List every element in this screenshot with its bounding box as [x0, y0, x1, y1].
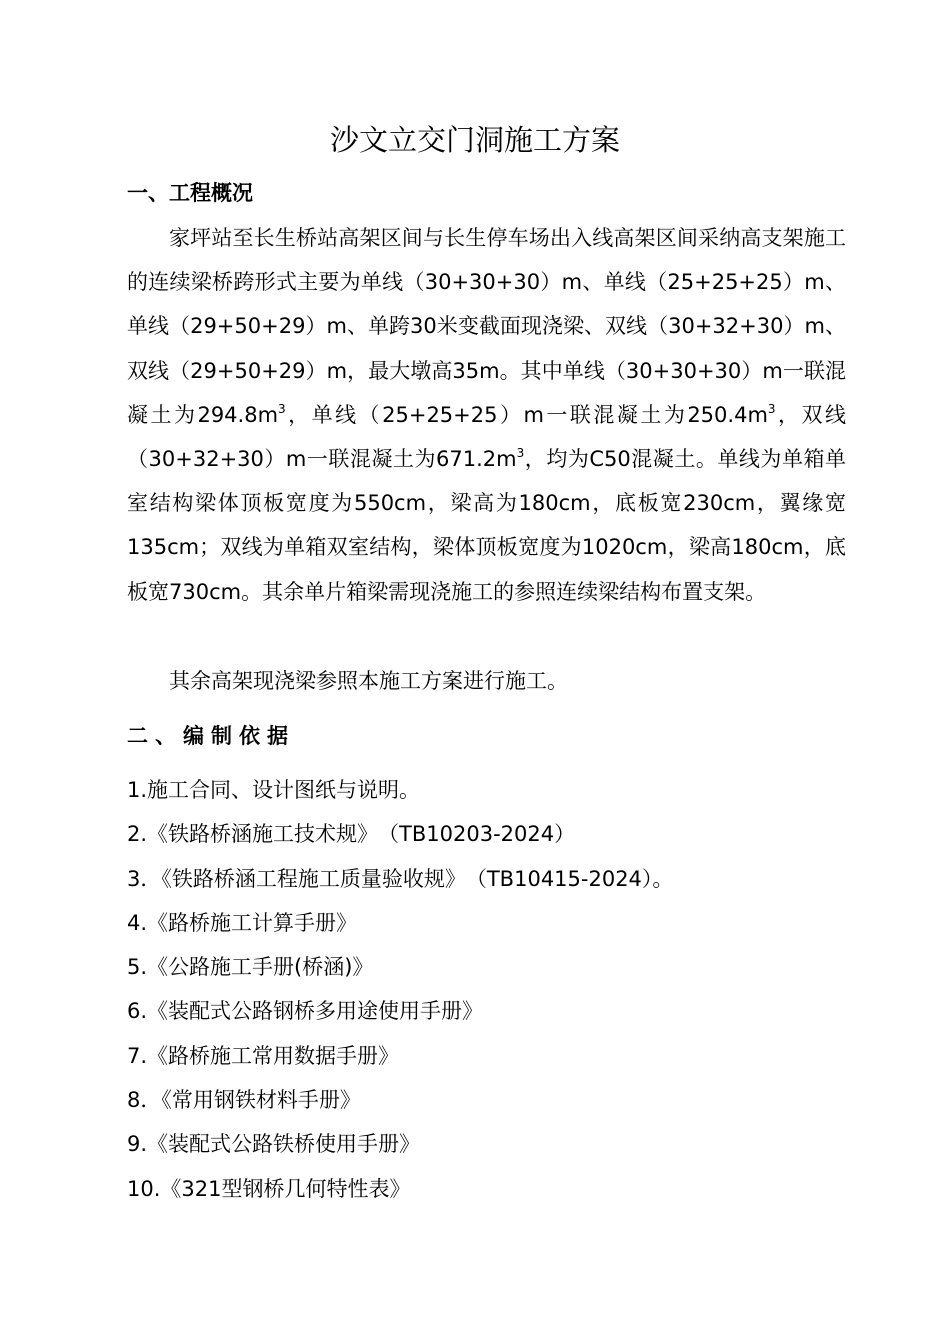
reference-item: 8．《常用钢铁材料手册》 [127, 1088, 361, 1113]
overview-paragraph [127, 216, 846, 614]
overview-text-part4: ，均为C50混凝土。单线为单箱单室结构梁体顶板宽度为550cm，梁高为180cm，底板宽230cm，翼缘宽135cm；双线为单箱双室结构，梁体顶板宽度为1020cm，梁高180cm，底板宽730cm。其余单片箱梁需现浇施工的参照连续梁结构布置支架。 [127, 447, 847, 604]
reference-item: 7.《路桥施工常用数据手册》 [127, 1043, 400, 1068]
reference-list [127, 768, 846, 1211]
overview-text-part1: 家坪站至长生桥站高架区间与长生停车场出入线高架区间采纳高支架施工的连续梁桥跨形式主要为单线（30+30+30）m、单线（25+25+25）m、单线（29+50+29）m、单跨30米变截面现浇梁、双线（30+32+30）m、双线（29+50+29）m，最大墩高35m。其中单线（30+30+30）m一联混凝土为294.8m [127, 226, 846, 427]
superscript-cubic-1: 3 [278, 401, 286, 416]
document-title: 沙文立交门洞施工方案 [329, 123, 620, 157]
reference-item: 5.《公路施工手册(桥涵)》 [127, 955, 374, 980]
superscript-cubic-2: 3 [767, 401, 776, 416]
overview-text-part3: ，双线（30+32+30）m一联混凝土为671.2m [127, 402, 847, 472]
reference-item: 4.《路桥施工计算手册》 [127, 910, 358, 935]
reference-item: 3．《铁路桥涵工程施工质量验收规》 （TB10415-2024）。 [127, 866, 674, 891]
reference-item: 10.《321型钢桥几何特性表》 [127, 1176, 411, 1201]
overview-paragraph-2: 其余高架现浇梁参照本施工方案进行施工。 [169, 669, 568, 693]
superscript-cubic-3: 3 [516, 446, 525, 461]
reference-item: 6.《装配式公路钢桥多用途使用手册》 [127, 999, 484, 1024]
reference-item: 2.《铁路桥涵施工技术规》 （TB10203-2024） [127, 822, 576, 847]
overview-text-part2: ，单线（25+25+25）m一联混凝土为250.4m [285, 402, 768, 427]
reference-item: 1.施工合同、设计图纸与说明。 [127, 778, 421, 802]
section-heading-basis: 二、编制依据 [127, 724, 295, 748]
reference-item: 9.《装配式公路铁桥使用手册》 [127, 1132, 421, 1157]
section-heading-overview: 一、工程概况 [127, 181, 253, 205]
